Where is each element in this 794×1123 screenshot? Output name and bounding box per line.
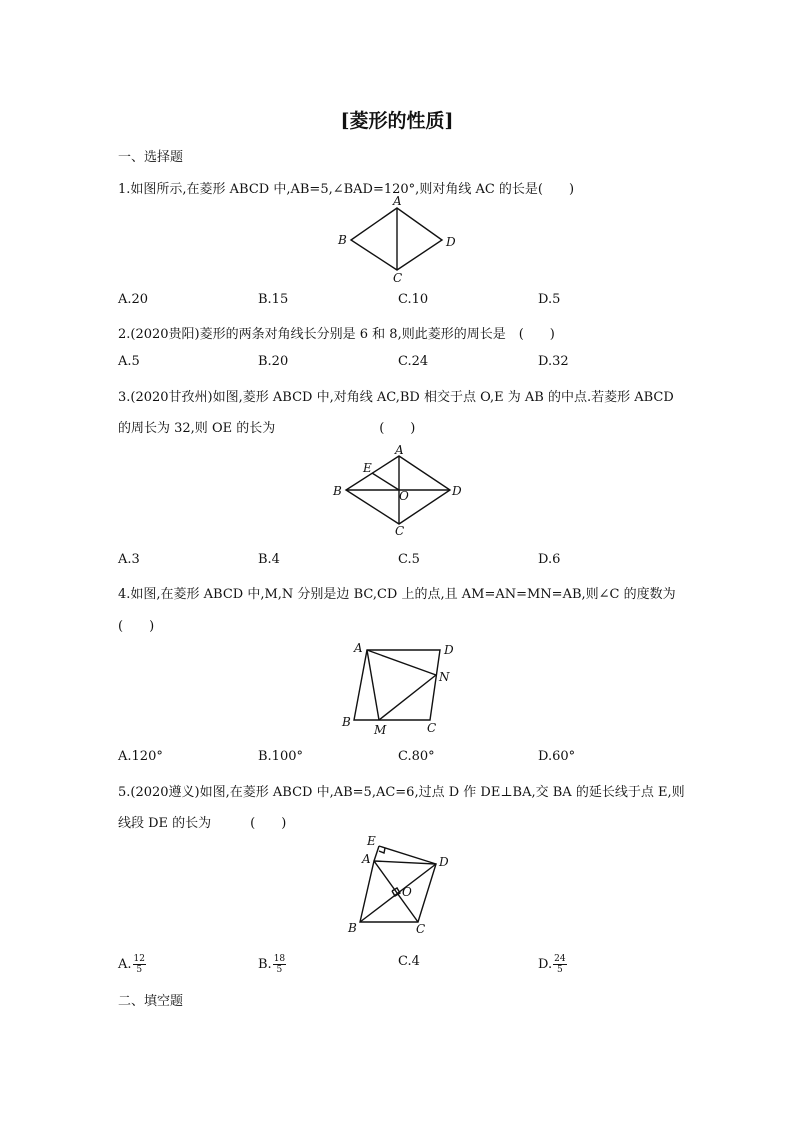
segment-am	[367, 650, 379, 720]
label-b: B	[338, 233, 347, 247]
q3-option-b: B.4	[258, 552, 280, 567]
q5-option-a	[118, 954, 146, 975]
label-d: D	[444, 643, 454, 657]
segment-an	[367, 650, 436, 675]
q2-option-d: D.32	[538, 354, 569, 369]
q5-option-c-prefix: C.	[398, 954, 412, 969]
label-o: O	[402, 885, 412, 899]
fraction-numerator: 18	[273, 954, 286, 964]
label-c: C	[393, 271, 403, 285]
q1-option-d: D.5	[538, 292, 561, 307]
fraction-numerator: 24	[554, 954, 566, 964]
label-d: D	[452, 484, 462, 498]
label-d: D	[439, 855, 449, 869]
label-c: C	[395, 524, 405, 538]
segment-eo	[372, 473, 399, 490]
q5-option-c-value: 4	[411, 954, 420, 969]
label-c: C	[416, 922, 426, 936]
q4-option-b: B.100°	[258, 749, 303, 764]
section-heading-fill-in: 二、填空题	[118, 994, 184, 1009]
q5-option-b-prefix: B.	[258, 957, 272, 972]
question-1-figure	[336, 196, 456, 286]
question-4-stem-line-1: 4.如图,在菱形 ABCD 中,M,N 分别是边 BC,CD 上的点,且 AM=AN=MN=AB,则∠C 的度数为	[118, 587, 676, 602]
fraction-denominator: 5	[276, 965, 283, 975]
label-a: A	[362, 852, 371, 866]
q5-option-b	[258, 954, 286, 975]
question-4-figure	[340, 640, 470, 740]
q5-option-a-fraction	[133, 954, 146, 975]
question-1-stem: 1.如图所示,在菱形 ABCD 中,AB=5,∠BAD=120°,则对角线 AC 的长是( )	[118, 182, 575, 197]
fraction-numerator: 12	[133, 954, 145, 964]
question-5-stem-line-2: 线段 DE 的长为 ( )	[118, 816, 287, 831]
q2-option-a: A.5	[118, 354, 140, 369]
question-5-figure	[340, 836, 460, 936]
question-3-stem-line-1: 3.(2020甘孜州)如图,菱形 ABCD 中,对角线 AC,BD 相交于点 O,E 为 AB 的中点.若菱形 ABCD	[118, 390, 674, 405]
label-a: A	[354, 641, 363, 655]
q2-option-c: C.24	[398, 354, 429, 369]
label-b: B	[333, 484, 342, 498]
fraction-denominator: 5	[556, 965, 563, 975]
label-a: A	[395, 443, 404, 457]
q3-option-c: C.5	[398, 552, 420, 567]
right-angle-mark-e	[379, 848, 385, 853]
label-e: E	[363, 461, 372, 475]
q4-option-c: C.80°	[398, 749, 435, 764]
label-m: M	[374, 723, 387, 737]
label-o: O	[399, 489, 409, 503]
label-d: D	[446, 235, 456, 249]
label-b: B	[348, 921, 357, 935]
q5-option-c	[398, 954, 420, 969]
label-b: B	[342, 715, 351, 729]
q5-option-b-fraction	[273, 954, 286, 975]
label-a: A	[393, 194, 402, 208]
question-4-stem-line-2: ( )	[118, 619, 155, 634]
q1-option-c: C.10	[398, 292, 429, 307]
question-2-stem: 2.(2020贵阳)菱形的两条对角线长分别是 6 和 8,则此菱形的周长是 ( )	[118, 327, 555, 342]
q2-option-b: B.20	[258, 354, 289, 369]
label-c: C	[427, 721, 437, 735]
label-e: E	[367, 834, 376, 848]
q3-option-d: D.6	[538, 552, 561, 567]
question-5-stem-line-1: 5.(2020遵义)如图,在菱形 ABCD 中,AB=5,AC=6,过点 D 作 DE⊥BA,交 BA 的延长线于点 E,则	[118, 785, 685, 800]
label-n: N	[439, 670, 450, 684]
q1-option-a: A.20	[118, 292, 149, 307]
page-title: [菱形的性质]	[340, 110, 454, 132]
q5-option-d-fraction	[553, 954, 566, 975]
q3-option-a: A.3	[118, 552, 140, 567]
segment-mn	[379, 675, 436, 720]
q5-option-d	[538, 954, 567, 975]
segment-ea	[374, 846, 379, 861]
q4-option-a: A.120°	[118, 749, 163, 764]
section-heading-choice: 一、选择题	[118, 150, 184, 165]
q5-option-a-prefix: A.	[118, 957, 132, 972]
q1-option-b: B.15	[258, 292, 289, 307]
question-3-figure	[330, 444, 470, 544]
fraction-denominator: 5	[136, 965, 143, 975]
q4-option-d: D.60°	[538, 749, 576, 764]
q5-option-d-prefix: D.	[538, 957, 553, 972]
question-3-stem-line-2: 的周长为 32,则 OE 的长为 ( )	[118, 421, 416, 436]
